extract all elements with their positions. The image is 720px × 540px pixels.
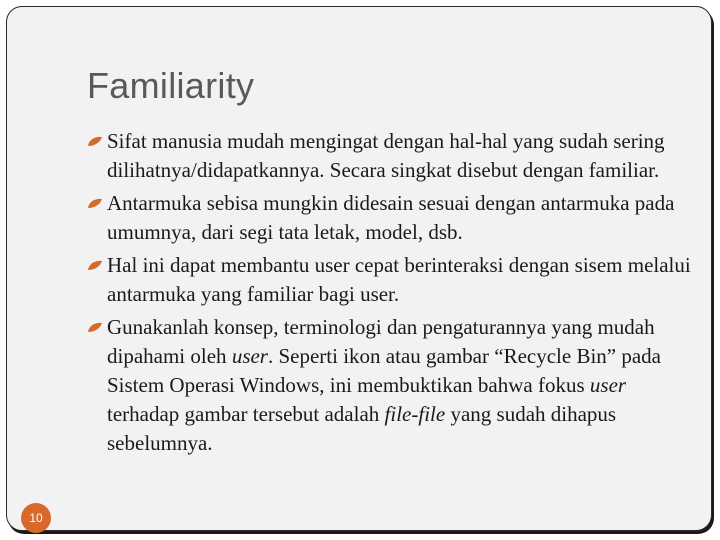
bullet-text-emphasis: user [231, 344, 268, 368]
leaf-bullet-icon [85, 251, 105, 280]
slide-title: Familiarity [87, 65, 255, 106]
bullet-text-segment: Gunakanlah konsep, terminologi dan pengaturannya yang mudah dipahami oleh [107, 315, 655, 368]
bullet-text-segment: terhadap gambar tersebut adalah [107, 402, 385, 426]
bullet-text: Antarmuka sebisa mungkin didesain sesuai dengan antarmuka pada umumnya, dari segi tata letak, model, dsb. [107, 191, 675, 244]
slide [6, 6, 712, 531]
bullet-item [85, 313, 695, 458]
leaf-bullet-icon [85, 189, 105, 218]
bullet-item [85, 251, 695, 309]
bullet-list [85, 127, 695, 462]
bullet-text-segment: yang sudah dihapus sebelumnya. [107, 402, 617, 455]
bullet-text-emphasis: user [589, 373, 627, 397]
leaf-bullet-icon [85, 127, 105, 156]
page-number: 10 [29, 511, 43, 525]
bullet-text: Hal ini dapat membantu user cepat berinteraksi dengan sisem melalui antarmuka yang familiar bagi user. [107, 253, 691, 306]
page-number-badge [21, 503, 51, 533]
bullet-item [85, 127, 695, 185]
bullet-text: Sifat manusia mudah mengingat dengan hal-hal yang sudah sering dilihatnya/didapatkannya. Secara singkat disebut dengan familiar. [107, 129, 665, 182]
bullet-text-segment: . Seperti ikon atau gambar “Recycle Bin” pada Sistem Operasi Windows, ini membuktikan bahwa fokus [107, 344, 661, 397]
leaf-bullet-icon [85, 313, 105, 342]
bullet-text-emphasis: file-file [384, 402, 446, 426]
bullet-item [85, 189, 695, 247]
